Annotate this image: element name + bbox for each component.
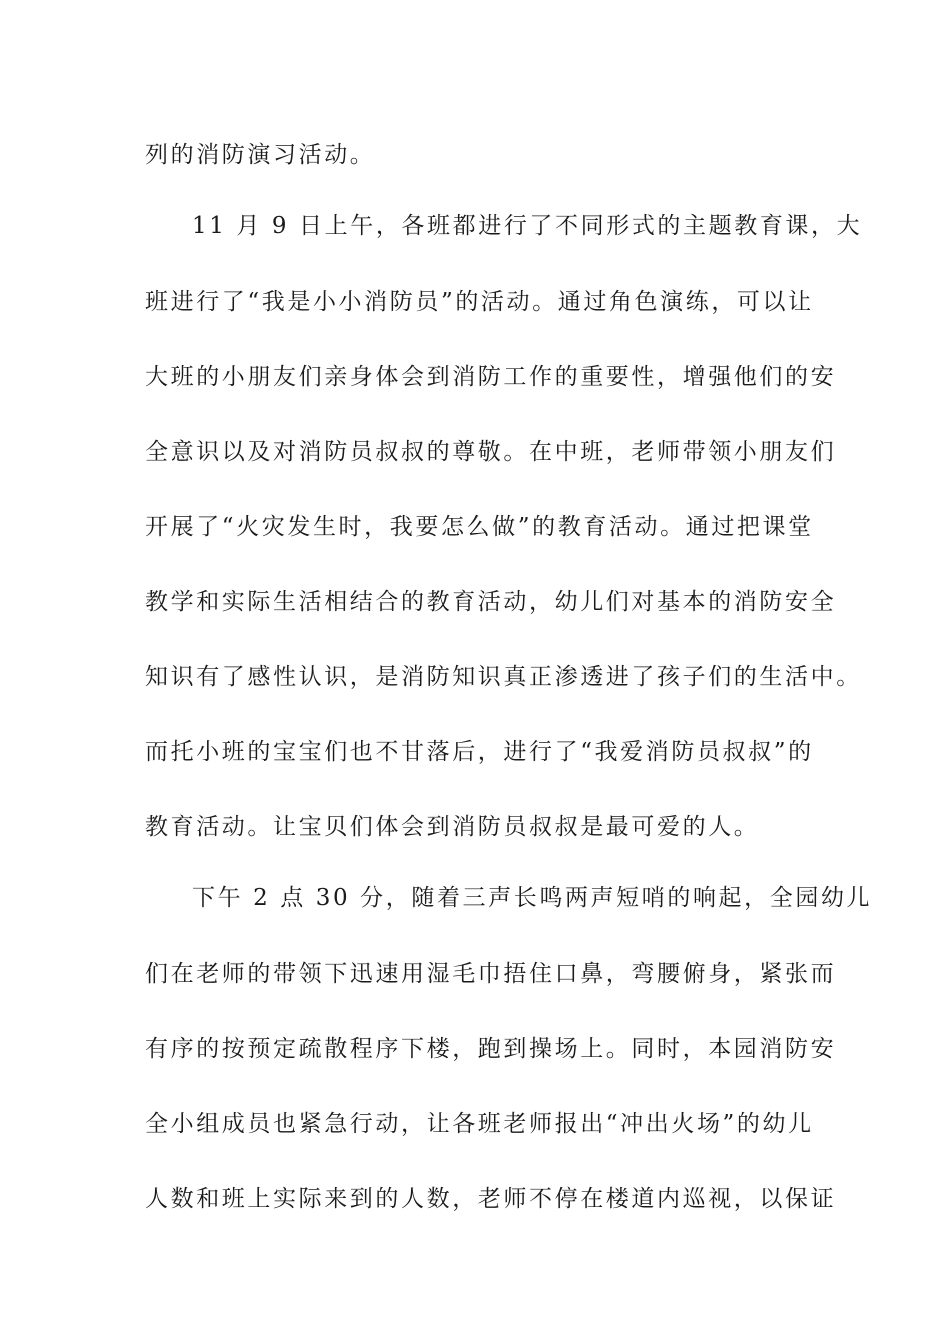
paragraph-line: 开展了“火灾发生时，我要怎么做”的教育活动。通过把课堂 <box>145 514 814 540</box>
paragraph-line: 大班的小朋友们亲身体会到消防工作的重要性，增强他们的安 <box>145 364 837 390</box>
paragraph-line: 全意识以及对消防员叔叔的尊敬。在中班，老师带领小朋友们 <box>145 439 837 465</box>
paragraph-line: 而托小班的宝宝们也不甘落后，进行了“我爱消防员叔叔”的 <box>145 739 814 765</box>
paragraph-line: 有序的按预定疏散程序下楼，跑到操场上。同时，本园消防安 <box>145 1036 837 1062</box>
paragraph-line: 教育活动。让宝贝们体会到消防员叔叔是最可爱的人。 <box>145 814 760 840</box>
paragraph-line: 人数和班上实际来到的人数，老师不停在楼道内巡视，以保证 <box>145 1186 837 1212</box>
paragraph-line: 们在老师的带领下迅速用湿毛巾捂住口鼻，弯腰俯身，紧张而 <box>145 961 837 987</box>
paragraph-line: 列的消防演习活动。 <box>145 142 376 168</box>
paragraph-line: 11 月 9 日上午，各班都进行了不同形式的主题教育课，大 <box>192 213 863 239</box>
paragraph-line: 下午 2 点 30 分，随着三声长鸣两声短哨的响起，全园幼儿 <box>192 885 873 911</box>
paragraph-line: 知识有了感性认识，是消防知识真正渗透进了孩子们的生活中。 <box>145 664 862 690</box>
paragraph-line: 全小组成员也紧急行动，让各班老师报出“冲出火场”的幼儿 <box>145 1111 814 1137</box>
paragraph-line: 教学和实际生活相结合的教育活动，幼儿们对基本的消防安全 <box>145 589 837 615</box>
paragraph-line: 班进行了“我是小小消防员”的活动。通过角色演练，可以让 <box>145 289 814 315</box>
